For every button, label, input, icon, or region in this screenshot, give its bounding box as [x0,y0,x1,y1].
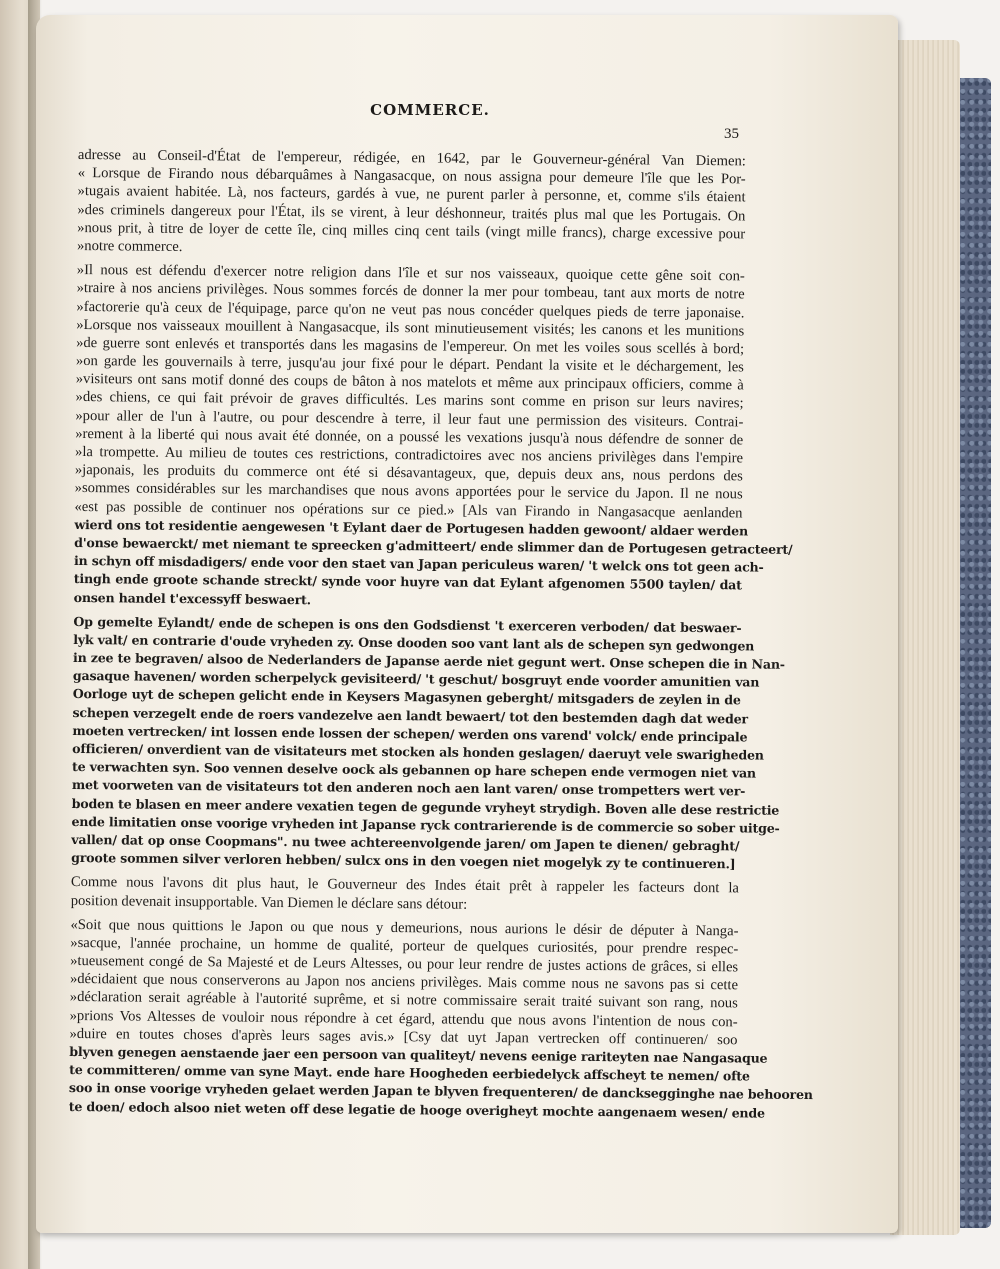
body-text [68,146,813,1122]
text-line: soo in onse voorige vryheden gelaet werden Japan te blyven frequenteren/ de dancksegginghe nae behooren [68,1080,813,1103]
text-line: tingh ende groote schande streckt/ synde voor huyre van dat Eylant afgenomen 5500 taylen/ dat [73,571,742,593]
text-line: lyk valt/ en contrarie d'oude vryheden zy. Onse dooden soo vant lant als de schepen syn gedwongen [73,631,755,654]
text-line: te verwachten syn. Soo vennen deselve oock als gebannen op hare schepen ende vermogen niet van [71,759,756,781]
text-line: »nous prit, à titre de loyer de cette île, cinq milles cinq cent tails (vingt mille francs), charge excessive pour [77,219,746,243]
text-line: Comme nous l'avons dit plus haut, le Gouverneur des Indes était prêt à rappeler les facteurs dont la [70,874,739,897]
text-line: blyven genegen aenstaende jaer een persoon van qualiteyt/ nevens eenige rariteyten nae Nangasaque [69,1043,768,1066]
text-line: »décidaient que nous conserverons au Japon nos anciens privilèges. Mais comme nous ne savons pas si cette [69,971,739,994]
paragraph-p5 [68,916,813,1122]
paragraph-p1 [77,146,746,262]
running-head: COMMERCE. [370,101,490,119]
text-line: «est pas possible de continuer nos opérations sur ce pied.» [Als van Firando in Nangasacque aenlanden [74,498,743,521]
text-line: vallen/ dat op onse Coopmans". nu twee achtereenvolgende jaren/ om Japen te dienen/ gebraght/ [71,831,740,854]
text-line: Oorloge uyt de schepen gelicht ende in Keysers Magasynen geberght/ mitsgaders de zeylen in de [72,686,741,708]
text-line: »des criminels dangereux pour l'État, ils se virent, à leur déshonneur, traités plus mal que les Portugais. On [77,201,746,224]
text-line: »prions Vos Altesses de vouloir nous répondre à cet égard, attendu que nous avons l'intention de nous con- [69,1007,738,1030]
text-line: «Soit que nous quittions le Japon ou que nous y demeurions, nous aurions le désir de députer à Nanga- [70,916,739,940]
text-line: »des chiens, ce qui fait prévoir de graves difficultés. Les marins sont comme en prison sur leurs navires; [75,389,744,412]
text-line: boden te blasen en meer andere vexatien tegen de gegunde vryheyt strydigh. Boven alle dese restrictie [71,795,780,818]
text-line: te doen/ edoch alsoo niet weten off dese legatie de hooge overigheyt mochte aangenaem wesen/ ende [68,1098,765,1121]
paragraph-p4 [71,873,739,916]
text-line: Op gemelte Eylandt/ ende de schepen is ons den Godsdienst 't exerceren verboden/ dat beswaer- [73,613,742,636]
text-line: « Lorsque de Firando nous débarquâmes à Nangasacque, on nous assigna pour demeure l'île que les Por- [77,165,746,188]
text-line: wierd ons tot residentie aengewesen 't Eylant daer de Portugesen hadden gewoont/ aldaer werden [74,516,749,539]
text-line: groote sommen silver verloren hebben/ sulcx ons in den voegen niet mogelyk zy te continueren.] [71,850,736,872]
text-line: te committeren/ omme van syne Mayt. ende hare Hoogheden eerbiedelyck affscheyt te nemen/ ofte [69,1062,750,1084]
text-line: »Il nous est défendu d'exercer notre religion dans l'île et sur nos vaisseaux, quoique cette gêne soit con- [76,262,745,285]
text-line: in zee te begraven/ alsoo de Nederlanders de Japanse aerde niet gegunt wert. Onse schepen die in Nan- [73,650,785,672]
text-line: »duire en toutes choses d'après leurs sages avis.» [Csy dat uyt Japan vertrecken off continueren/ soo [69,1025,738,1049]
text-line: gasaque havenen/ worden scherpelyck gevisiteerd/ 't geschut/ bosgruyt ende voorder amunitien van [72,668,760,690]
text-line: met voorweten van de visitateurs tot den anderen noch aen lant varen/ onse trompetters wert ver- [71,777,746,799]
text-line: »de guerre sont enlevés et transportés dans les magasins de l'empereur. On met les voiles sous scellés à bord; [76,334,745,358]
text-line: »sommes considérables sur les marchandises que nous avons apportées pour le service du Japon. Il ne nous [74,480,743,503]
text-line: »pour aller de l'un à l'autre, ou pour descendre à terre, il leur faut une permission des visiteurs. Contrai- [75,407,744,431]
text-line: »japonais, les produits du commerce ont été si désavantageux, que, depuis deux ans, nous perdons des [74,462,743,485]
text-line: officieren/ onverdient van de visitateurs met stocken als honden geslagen/ daeruyt vele swarigheden [72,740,764,763]
paragraph-p3 [71,613,785,874]
text-line: »tueusement congé de Sa Majesté et de Leurs Altesses, ou pour leur rendre de justes actions de grâces, si elles [70,953,739,976]
text-line: »la trompette. Au milieu de toutes ces restrictions, contradictoires avec nos anciens privilèges dans l'empire [74,443,744,467]
text-line: schepen verzegelt ende de roers vandezelve aen landt bewaert/ tot den bestemden dagh dat weder [72,704,748,727]
text-line: position devenait insupportable. Van Diemen le déclare sans détour: [70,892,468,913]
text-line: »tugais avaient habitée. Là, nos facteurs, gardés à vue, ne purent parler à personne, et, comme s'ils étaient [77,183,746,206]
text-line: »rement à la liberté qui nous avait été donnée, on a poussé les vexations jusqu'à nous défendre de sonner de [75,425,744,449]
text-line: »visiteurs ont sans motif donné des coups de bâton à nos matelots et même aux principaux officiers, comme à [75,371,744,394]
text-line: moeten vertrecken/ int lossen ende lossen der schepen/ werden ons varend' volck/ ende principale [72,722,748,745]
text-line: »Lorsque nos vaisseaux mouillent à Nangasacque, ils sont minutieusement visités; les canons et les munitions [76,316,745,340]
text-line: »factorerie qu'à ceux de l'équipage, parce qu'on ne veut pas nous concéder quelques pieds de terre japonaise. [76,298,745,321]
page-number: 35 [724,126,739,142]
text-line: in schyn off misdadigers/ ende voor den staet van Japan periculeus waren/ 't welck ons tot geen ach- [73,553,764,575]
paragraph-p2 [73,261,793,613]
text-line: »déclaration serait agréable à l'autorité suprême, et si notre commissaire serait traité suivant son rang, nous [69,989,738,1012]
text-line: ende limitatien onse voorige vryheden int Japanse ryck contrarierende is de commercie so sober uitge- [71,813,780,836]
page-edges [890,40,960,1235]
text-line: d'onse bewaerckt/ met niemant te spreecken g'admitteert/ ende slimmer dan de Portugesen getracteert/ [74,534,793,557]
text-line: onsen handel t'excessyff beswaert. [73,589,311,607]
text-line: adresse au Conseil-d'État de l'empereur, rédigée, en 1642, par le Gouverneur-général Van Diemen: [77,146,746,170]
text-line: »on garde les gouvernails à terre, jusqu'au jour fixé pour le départ. Pendant la visite et le déchargement, les [75,353,744,376]
text-line: »sacque, l'année prochaine, un homme de qualité, porteur de quelques curiosités, pour prendre respec- [70,934,739,958]
text-line: »traire à nos anciens privilèges. Nous sommes forcés de donner la mer pour tombeau, tant aux morts de notre [76,280,745,303]
text-line: »notre commerce. [76,237,183,255]
